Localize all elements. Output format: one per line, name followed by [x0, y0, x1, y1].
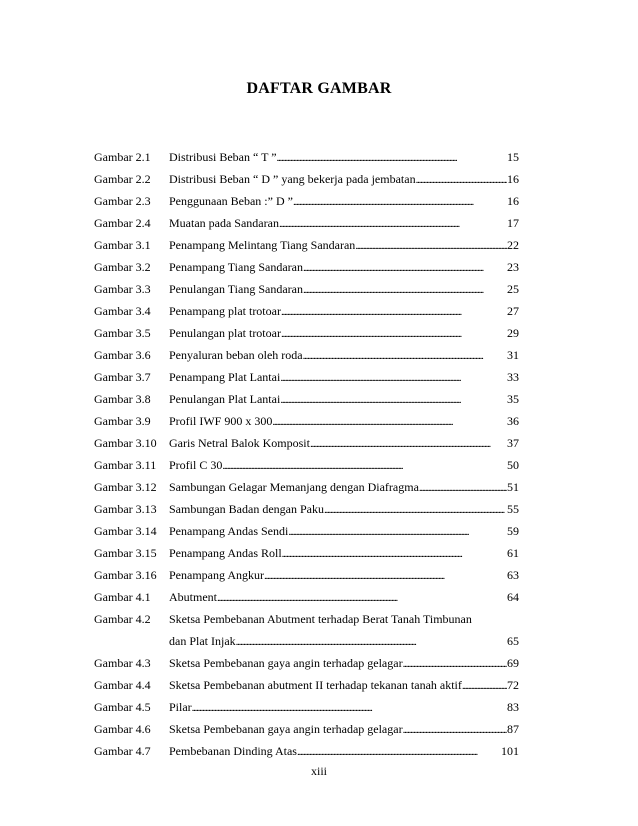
page-number: 101 — [501, 744, 519, 758]
list-item — [94, 524, 519, 546]
figure-label: Gambar 3.11 — [94, 458, 157, 472]
list-item — [94, 326, 519, 348]
dot-leader — [222, 458, 507, 473]
page-number: 25 — [507, 282, 519, 296]
figure-title: Penyaluran beban oleh roda — [169, 348, 303, 362]
figure-label: Gambar 3.15 — [94, 546, 157, 560]
figure-title: Sambungan Badan dengan Paku — [169, 502, 324, 516]
page-number: 59 — [507, 524, 519, 538]
list-item — [94, 172, 519, 194]
figure-label: Gambar 2.1 — [94, 150, 151, 164]
figure-title: Pembebanan Dinding Atas — [169, 744, 297, 758]
dot-leader — [281, 304, 507, 319]
list-item — [94, 238, 519, 260]
page-number: 29 — [507, 326, 519, 340]
dot-leader — [280, 370, 507, 385]
list-item — [94, 392, 519, 414]
list-item — [94, 414, 519, 436]
dot-leader — [303, 260, 507, 275]
page-number: 31 — [507, 348, 519, 362]
page-number: 50 — [507, 458, 519, 472]
dot-leader — [192, 700, 507, 715]
figure-label: Gambar 3.5 — [94, 326, 151, 340]
page-number: 72 — [507, 678, 519, 692]
figure-label: Gambar 3.16 — [94, 568, 157, 582]
figure-title: Muatan pada Sandaran — [169, 216, 279, 230]
figure-title: Penampang Tiang Sandaran — [169, 260, 303, 274]
page-number: 33 — [507, 370, 519, 384]
dot-leader — [303, 282, 507, 297]
figure-title: Sketsa Pembebanan abutment II terhadap tekanan tanah aktif — [169, 678, 462, 692]
list-item — [94, 502, 519, 524]
figure-title: Sketsa Pembebanan Abutment terhadap Berat Tanah Timbunan — [169, 612, 472, 626]
list-item — [94, 722, 519, 744]
list-item — [94, 546, 519, 568]
page-title: DAFTAR GAMBAR — [246, 80, 392, 97]
dot-leader — [355, 238, 507, 253]
figure-title: Penulangan plat trotoar — [169, 326, 281, 340]
list-item — [94, 480, 519, 502]
figure-list — [94, 150, 519, 766]
figure-label: Gambar 4.5 — [94, 700, 151, 714]
page-number: 16 — [507, 194, 519, 208]
figure-label: Gambar 3.2 — [94, 260, 151, 274]
dot-leader — [217, 590, 507, 605]
figure-label: Gambar 3.7 — [94, 370, 151, 384]
page-number: 17 — [507, 216, 519, 230]
dot-leader — [279, 216, 507, 231]
figure-label: Gambar 3.13 — [94, 502, 157, 516]
dot-leader — [264, 568, 507, 583]
figure-title: Penulangan Plat Lantai — [169, 392, 281, 406]
figure-title: Sketsa Pembebanan gaya angin terhadap gelagar — [169, 722, 403, 736]
list-item-continuation — [94, 634, 519, 656]
dot-leader — [462, 678, 507, 693]
list-item — [94, 282, 519, 304]
page-number: 37 — [507, 436, 519, 450]
list-item — [94, 370, 519, 392]
figure-label: Gambar 4.6 — [94, 722, 151, 736]
dot-leader — [403, 656, 507, 671]
page-number: 83 — [507, 700, 519, 714]
list-item — [94, 260, 519, 282]
dot-leader — [236, 634, 507, 649]
list-item — [94, 744, 519, 766]
figure-title: Sketsa Pembebanan gaya angin terhadap gelagar — [169, 656, 403, 670]
list-item — [94, 304, 519, 326]
figure-title: Distribusi Beban “ T ” — [169, 150, 277, 164]
figure-label: Gambar 3.1 — [94, 238, 151, 252]
figure-title: Abutment — [169, 590, 217, 604]
figure-label: Gambar 3.3 — [94, 282, 151, 296]
figure-label: Gambar 2.4 — [94, 216, 151, 230]
page-number: 63 — [507, 568, 519, 582]
figure-label: Gambar 4.7 — [94, 744, 151, 758]
figure-title: Garis Netral Balok Komposit — [169, 436, 310, 450]
dot-leader — [280, 392, 507, 407]
figure-title: Profil IWF 900 x 300 — [169, 414, 273, 428]
figure-title: Profil C 30 — [169, 458, 223, 472]
figure-label: Gambar 2.3 — [94, 194, 151, 208]
list-item — [94, 458, 519, 480]
page-folio: xiii — [310, 764, 327, 778]
list-item — [94, 590, 519, 612]
figure-title: Pilar — [169, 700, 192, 714]
page-number: 51 — [507, 480, 519, 494]
figure-title: Penampang Angkur — [169, 568, 264, 582]
page-number: 64 — [507, 590, 519, 604]
figure-label: Gambar 3.14 — [94, 524, 157, 538]
figure-title: Penampang Melintang Tiang Sandaran — [169, 238, 356, 252]
figure-title: Penampang Andas Sendi — [169, 524, 289, 538]
page-number: 27 — [507, 304, 519, 318]
list-item — [94, 678, 519, 700]
dot-leader — [297, 744, 501, 759]
dot-leader — [288, 524, 507, 539]
list-item — [94, 194, 519, 216]
figure-title-continuation: dan Plat Injak — [169, 634, 236, 648]
figure-label: Gambar 3.8 — [94, 392, 151, 406]
figure-title: Penulangan Tiang Sandaran — [169, 282, 303, 296]
figure-label: Gambar 4.4 — [94, 678, 151, 692]
page-number: 22 — [507, 238, 519, 252]
list-item — [94, 656, 519, 678]
figure-label: Gambar 3.4 — [94, 304, 151, 318]
page-number: 65 — [507, 634, 519, 648]
dot-leader — [303, 348, 507, 363]
list-item — [94, 612, 519, 634]
list-item — [94, 700, 519, 722]
page-number: 36 — [507, 414, 519, 428]
list-item — [94, 150, 519, 172]
page-number: 69 — [507, 656, 519, 670]
figure-label: Gambar 4.1 — [94, 590, 151, 604]
dot-leader — [293, 194, 507, 209]
page-number: 16 — [507, 172, 519, 186]
figure-label: Gambar 3.9 — [94, 414, 151, 428]
page-number: 55 — [507, 502, 519, 516]
figure-title: Penggunaan Beban :” D ” — [169, 194, 293, 208]
dot-leader — [403, 722, 507, 737]
figure-label: Gambar 3.12 — [94, 480, 157, 494]
dot-leader — [277, 150, 507, 165]
list-item — [94, 216, 519, 238]
list-item — [94, 348, 519, 370]
dot-leader — [416, 172, 507, 187]
dot-leader — [310, 436, 507, 451]
figure-label: Gambar 2.2 — [94, 172, 151, 186]
figure-label: Gambar 4.3 — [94, 656, 151, 670]
list-item — [94, 568, 519, 590]
figure-title: Penampang Plat Lantai — [169, 370, 281, 384]
page-number: 15 — [507, 150, 519, 164]
list-item — [94, 436, 519, 458]
page-number: 35 — [507, 392, 519, 406]
figure-title: Penampang Andas Roll — [169, 546, 282, 560]
dot-leader — [324, 502, 507, 517]
dot-leader — [281, 326, 507, 341]
figure-title: Sambungan Gelagar Memanjang dengan Diafragma — [169, 480, 419, 494]
dot-leader — [272, 414, 507, 429]
figure-label: Gambar 3.10 — [94, 436, 157, 450]
page-number: 23 — [507, 260, 519, 274]
figure-title: Distribusi Beban “ D ” yang bekerja pada jembatan — [169, 172, 416, 186]
dot-leader — [419, 480, 507, 495]
figure-label: Gambar 4.2 — [94, 612, 151, 626]
figure-title: Penampang plat trotoar — [169, 304, 281, 318]
page-number: 87 — [507, 722, 519, 736]
page-number: 61 — [507, 546, 519, 560]
figure-label: Gambar 3.6 — [94, 348, 151, 362]
dot-leader — [282, 546, 507, 561]
